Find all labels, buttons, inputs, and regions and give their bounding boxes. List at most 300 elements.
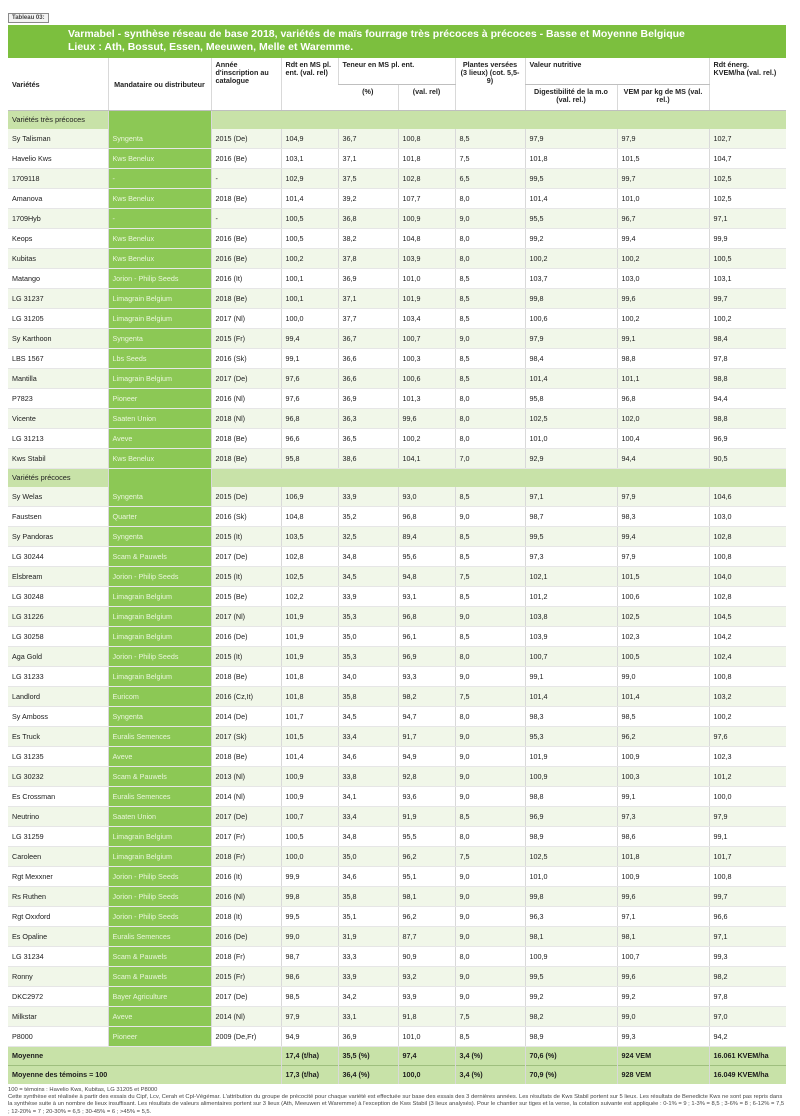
table-row	[8, 646, 786, 666]
table-cell: 7,0	[455, 448, 525, 468]
table-cell: 98,2	[709, 966, 786, 986]
table-cell: 103,8	[525, 606, 617, 626]
table-cell: 100,3	[398, 348, 455, 368]
table-cell: 9,0	[455, 666, 525, 686]
table-cell: 101,0	[398, 1026, 455, 1046]
table-cell: Kubitas	[8, 248, 108, 268]
table-cell: 36,6	[338, 348, 398, 368]
table-cell: 9,0	[455, 966, 525, 986]
table-cell: 36,9	[338, 1026, 398, 1046]
table-cell: LG 31226	[8, 606, 108, 626]
table-cell: 9,0	[455, 986, 525, 1006]
table-cell: 9,0	[455, 726, 525, 746]
header-teneur-rel: (val. rel)	[398, 84, 455, 110]
table-cell: 96,6	[281, 428, 338, 448]
section-dist-cell	[108, 468, 211, 487]
table-row	[8, 526, 786, 546]
table-cell: 8,5	[455, 626, 525, 646]
table-cell: Pioneer	[108, 1026, 211, 1046]
table-cell: 98,8	[709, 408, 786, 428]
table-cell: Scam & Pauwels	[108, 966, 211, 986]
table-cell: Limagrain Belgium	[108, 288, 211, 308]
table-cell: 34,8	[338, 826, 398, 846]
table-cell: Sy Karthoon	[8, 328, 108, 348]
table-cell: 2018 (Be)	[211, 448, 281, 468]
table-cell: 37,7	[338, 308, 398, 328]
table-cell: Limagrain Belgium	[108, 666, 211, 686]
section-dist-cell	[108, 110, 211, 129]
table-cell: 101,2	[525, 586, 617, 606]
table-cell: 2017 (Fr)	[211, 826, 281, 846]
table-cell: 96,8	[398, 506, 455, 526]
table-cell: Scam & Pauwels	[108, 946, 211, 966]
table-row	[8, 886, 786, 906]
table-row	[8, 786, 786, 806]
table-tag: Tableau 03:	[8, 13, 49, 23]
table-cell: 97,1	[617, 906, 709, 926]
table-cell: Limagrain Belgium	[108, 826, 211, 846]
table-cell: 2016 (Sk)	[211, 506, 281, 526]
table-cell: 2016 (De)	[211, 926, 281, 946]
table-cell: 96,8	[398, 606, 455, 626]
table-cell: 98,4	[525, 348, 617, 368]
table-cell: 2016 (Cz,It)	[211, 686, 281, 706]
table-cell: 102,8	[281, 546, 338, 566]
table-cell: 101,9	[281, 606, 338, 626]
table-cell: 93,6	[398, 786, 455, 806]
table-cell: 95,3	[525, 726, 617, 746]
table-cell: 2017 (Nl)	[211, 308, 281, 328]
table-cell: 99,4	[617, 228, 709, 248]
table-cell: 101,1	[617, 368, 709, 388]
table-cell: 100,2	[281, 248, 338, 268]
table-row	[8, 368, 786, 388]
table-cell: Rgt Oxxford	[8, 906, 108, 926]
table-cell: 101,4	[617, 686, 709, 706]
table-cell: 34,5	[338, 706, 398, 726]
table-cell: 100,9	[398, 208, 455, 228]
table-cell: 32,5	[338, 526, 398, 546]
average-cell: 36,4 (%)	[338, 1065, 398, 1084]
table-cell: 34,2	[338, 986, 398, 1006]
table-row	[8, 268, 786, 288]
table-cell: 8,0	[455, 388, 525, 408]
table-cell: 35,3	[338, 606, 398, 626]
table-cell: Limagrain Belgium	[108, 368, 211, 388]
table-cell: Amanova	[8, 188, 108, 208]
table-cell: 2016 (Be)	[211, 148, 281, 168]
table-cell: Sy Welas	[8, 487, 108, 507]
table-cell: 99,0	[281, 926, 338, 946]
table-cell: 103,9	[398, 248, 455, 268]
table-cell: 101,9	[525, 746, 617, 766]
table-row	[8, 348, 786, 368]
table-cell: 99,6	[617, 886, 709, 906]
table-cell: 99,5	[525, 526, 617, 546]
table-row	[8, 566, 786, 586]
table-cell: 35,1	[338, 906, 398, 926]
table-cell: 1709118	[8, 168, 108, 188]
table-cell: 103,0	[709, 506, 786, 526]
table-row	[8, 1006, 786, 1026]
table-cell: Euralis Semences	[108, 926, 211, 946]
table-cell: Limagrain Belgium	[108, 606, 211, 626]
table-cell: 96,6	[709, 906, 786, 926]
table-cell: 2015 (De)	[211, 487, 281, 507]
table-cell: 97,8	[709, 986, 786, 1006]
table-cell: 35,2	[338, 506, 398, 526]
footnotes	[8, 1087, 786, 1116]
table-cell: 8,0	[455, 946, 525, 966]
table-cell: -	[108, 168, 211, 188]
table-cell: 2016 (Be)	[211, 248, 281, 268]
table-cell: 100,4	[617, 428, 709, 448]
table-cell: 2017 (De)	[211, 368, 281, 388]
table-cell: 8,5	[455, 129, 525, 149]
table-cell: 98,3	[525, 706, 617, 726]
table-cell: Kws Stabil	[8, 448, 108, 468]
table-cell: 9,0	[455, 786, 525, 806]
table-cell: 100,7	[525, 646, 617, 666]
average-label: Moyenne des témoins = 100	[8, 1065, 281, 1084]
table-cell: 100,9	[281, 786, 338, 806]
table-cell: -	[211, 168, 281, 188]
table-cell: 9,0	[455, 886, 525, 906]
table-cell: Limagrain Belgium	[108, 626, 211, 646]
table-cell: 103,1	[709, 268, 786, 288]
table-cell: 96,7	[617, 208, 709, 228]
table-cell: 37,5	[338, 168, 398, 188]
table-cell: Kws Benelux	[108, 148, 211, 168]
header-rdt: Rdt en MS pl. ent. (val. rel)	[281, 58, 338, 110]
table-cell: 100,5	[281, 208, 338, 228]
header-variete: Variétés	[8, 58, 108, 110]
table-cell: 103,7	[525, 268, 617, 288]
table-cell: Sy Amboss	[8, 706, 108, 726]
table-cell: 99,1	[709, 826, 786, 846]
table-cell: 94,4	[709, 388, 786, 408]
header-rdt-energ: Rdt énerg. KVEM/ha (val. rel.)	[709, 58, 786, 110]
table-cell: 100,2	[617, 308, 709, 328]
table-cell: 8,5	[455, 526, 525, 546]
table-cell: 33,9	[338, 487, 398, 507]
table-cell: 101,8	[398, 148, 455, 168]
table-cell: 96,9	[709, 428, 786, 448]
table-cell: 100,7	[281, 806, 338, 826]
table-cell: 98,6	[281, 966, 338, 986]
title-line-1: Varmabel - synthèse réseau de base 2018, variétés de maïs fourrage très précoces à précoces - Basse et Moyenne Belgique	[68, 28, 780, 41]
table-cell: 102,8	[709, 526, 786, 546]
table-cell: 100,5	[709, 248, 786, 268]
table-cell: 99,0	[617, 666, 709, 686]
table-cell: 97,3	[525, 546, 617, 566]
table-cell: 8,5	[455, 308, 525, 328]
average-label: Moyenne	[8, 1046, 281, 1065]
table-cell: 2015 (De)	[211, 129, 281, 149]
table-cell: Vicente	[8, 408, 108, 428]
average-cell: 3,4 (%)	[455, 1046, 525, 1065]
table-cell: 104,2	[709, 626, 786, 646]
table-cell: 101,9	[398, 288, 455, 308]
table-cell: Jorion - Philip Seeds	[108, 646, 211, 666]
table-cell: 100,2	[709, 706, 786, 726]
table-cell: 95,8	[281, 448, 338, 468]
table-row	[8, 546, 786, 566]
table-cell: 34,8	[338, 546, 398, 566]
table-cell: 8,5	[455, 268, 525, 288]
table-cell: 8,0	[455, 428, 525, 448]
table-cell: 2016 (De)	[211, 626, 281, 646]
table-cell: Aveve	[108, 1006, 211, 1026]
table-cell: 8,0	[455, 646, 525, 666]
table-cell: 102,3	[709, 746, 786, 766]
table-cell: 97,6	[709, 726, 786, 746]
table-row	[8, 428, 786, 448]
table-cell: 99,8	[525, 886, 617, 906]
table-cell: 99,6	[617, 966, 709, 986]
table-cell: 98,1	[525, 926, 617, 946]
table-cell: 102,3	[617, 626, 709, 646]
table-cell: 100,8	[709, 666, 786, 686]
table-cell: 36,9	[338, 388, 398, 408]
table-cell: 100,9	[525, 946, 617, 966]
table-cell: 101,5	[617, 148, 709, 168]
table-cell: 97,1	[709, 208, 786, 228]
table-cell: 8,5	[455, 806, 525, 826]
table-cell: 102,4	[709, 646, 786, 666]
table-cell: 33,1	[338, 1006, 398, 1026]
table-cell: 2017 (De)	[211, 986, 281, 1006]
table-cell: Saaten Union	[108, 408, 211, 428]
table-cell: 2018 (Nl)	[211, 408, 281, 428]
table-cell: 7,5	[455, 1006, 525, 1026]
table-cell: 101,4	[525, 368, 617, 388]
table-row	[8, 288, 786, 308]
table-cell: 102,5	[525, 846, 617, 866]
table-cell: 104,7	[709, 148, 786, 168]
table-cell: 97,6	[281, 368, 338, 388]
table-cell: 2017 (De)	[211, 546, 281, 566]
table-row	[8, 986, 786, 1006]
table-cell: 102,5	[281, 566, 338, 586]
table-cell: 102,7	[709, 129, 786, 149]
table-cell: 99,9	[281, 866, 338, 886]
table-cell: 98,7	[525, 506, 617, 526]
table-cell: 101,4	[525, 188, 617, 208]
table-cell: 7,5	[455, 566, 525, 586]
table-cell: 2018 (Fr)	[211, 846, 281, 866]
table-cell: 7,5	[455, 148, 525, 168]
table-row	[8, 626, 786, 646]
average-row	[8, 1046, 786, 1065]
table-cell: 99,0	[617, 1006, 709, 1026]
table-cell: 101,2	[709, 766, 786, 786]
table-cell: 35,8	[338, 686, 398, 706]
table-cell: 101,0	[525, 866, 617, 886]
table-cell: 2015 (Fr)	[211, 328, 281, 348]
table-cell: 101,8	[525, 148, 617, 168]
table-cell: 97,9	[525, 129, 617, 149]
table-cell: Kws Benelux	[108, 248, 211, 268]
table-cell: 96,2	[617, 726, 709, 746]
table-cell: 38,6	[338, 448, 398, 468]
table-row	[8, 388, 786, 408]
header-vem: VEM par kg de MS (val. rel.)	[617, 84, 709, 110]
table-cell: 2009 (De,Fr)	[211, 1026, 281, 1046]
table-cell: 103,9	[525, 626, 617, 646]
section-row	[8, 468, 786, 487]
table-cell: -	[108, 208, 211, 228]
table-cell: Elsbream	[8, 566, 108, 586]
table-cell: 103,5	[281, 526, 338, 546]
table-row	[8, 448, 786, 468]
header-teneur: Teneur en MS pl. ent.	[338, 58, 455, 84]
table-cell: 2018 (Be)	[211, 188, 281, 208]
table-cell: 102,5	[617, 606, 709, 626]
table-row	[8, 188, 786, 208]
table-cell: Scam & Pauwels	[108, 766, 211, 786]
table-cell: 36,7	[338, 328, 398, 348]
table-cell: 2018 (It)	[211, 906, 281, 926]
table-cell: 9,0	[455, 606, 525, 626]
header-digest: Digestibilité de la m.o (val. rel.)	[525, 84, 617, 110]
table-cell: 96,9	[525, 806, 617, 826]
table-cell: 101,8	[617, 846, 709, 866]
table-cell: Sy Pandoras	[8, 526, 108, 546]
table-cell: 37,8	[338, 248, 398, 268]
table-cell: 93,0	[398, 487, 455, 507]
table-cell: 104,5	[709, 606, 786, 626]
table-cell: Kws Benelux	[108, 188, 211, 208]
table-cell: 2016 (Sk)	[211, 348, 281, 368]
table-cell: 103,2	[709, 686, 786, 706]
table-cell: 98,1	[398, 886, 455, 906]
table-cell: 95,5	[398, 826, 455, 846]
table-cell: Limagrain Belgium	[108, 846, 211, 866]
table-row	[8, 946, 786, 966]
table-cell: 103,0	[617, 268, 709, 288]
table-cell: 2015 (It)	[211, 526, 281, 546]
table-cell: 104,8	[281, 506, 338, 526]
table-cell: 101,8	[281, 686, 338, 706]
table-cell: 91,7	[398, 726, 455, 746]
table-cell: 2016 (Nl)	[211, 886, 281, 906]
table-cell: 2016 (It)	[211, 268, 281, 288]
table-title	[8, 25, 786, 58]
table-cell: Matango	[8, 268, 108, 288]
table-cell: 90,5	[709, 448, 786, 468]
average-cell: 928 VEM	[617, 1065, 709, 1084]
table-cell: Syngenta	[108, 129, 211, 149]
table-cell: 100,2	[709, 308, 786, 328]
table-cell: Pioneer	[108, 388, 211, 408]
table-cell: 89,4	[398, 526, 455, 546]
table-cell: Kws Benelux	[108, 448, 211, 468]
table-cell: 94,9	[281, 1026, 338, 1046]
table-cell: Rs Ruthen	[8, 886, 108, 906]
table-cell: 99,8	[281, 886, 338, 906]
table-row	[8, 826, 786, 846]
table-cell: 8,5	[455, 546, 525, 566]
table-cell: 101,0	[525, 428, 617, 448]
table-cell: 93,1	[398, 586, 455, 606]
table-cell: 95,6	[398, 546, 455, 566]
table-cell: 100,7	[617, 946, 709, 966]
table-cell: 102,8	[709, 586, 786, 606]
table-cell: 98,2	[525, 1006, 617, 1026]
table-row	[8, 846, 786, 866]
table-cell: 8,0	[455, 188, 525, 208]
table-cell: 101,7	[281, 706, 338, 726]
average-cell: 35,5 (%)	[338, 1046, 398, 1065]
table-cell: 102,8	[398, 168, 455, 188]
table-cell: Aveve	[108, 746, 211, 766]
table-cell: 91,8	[398, 1006, 455, 1026]
table-cell: 34,6	[338, 866, 398, 886]
page	[8, 6, 786, 1116]
table-cell: 2014 (Nl)	[211, 1006, 281, 1026]
table-cell: 98,8	[525, 786, 617, 806]
table-cell: 99,1	[617, 786, 709, 806]
section-row	[8, 110, 786, 129]
table-cell: P7823	[8, 388, 108, 408]
table-cell: 99,2	[525, 986, 617, 1006]
table-cell: 101,4	[281, 188, 338, 208]
table-cell: 2015 (It)	[211, 566, 281, 586]
table-cell: 101,8	[281, 666, 338, 686]
table-row	[8, 706, 786, 726]
table-cell: 102,5	[709, 168, 786, 188]
table-cell: 96,8	[281, 408, 338, 428]
table-cell: LG 31235	[8, 746, 108, 766]
table-cell: 2015 (Fr)	[211, 966, 281, 986]
table-cell: 103,4	[398, 308, 455, 328]
table-cell: 99,8	[525, 288, 617, 308]
table-cell: 33,8	[338, 766, 398, 786]
average-row	[8, 1065, 786, 1084]
header-teneur-pct: (%)	[338, 84, 398, 110]
table-row	[8, 328, 786, 348]
table-cell: 92,8	[398, 766, 455, 786]
average-cell: 100,0	[398, 1065, 455, 1084]
table-cell: 94,8	[398, 566, 455, 586]
table-cell: 97,9	[709, 806, 786, 826]
table-cell: 96,2	[398, 846, 455, 866]
table-cell: 99,3	[709, 946, 786, 966]
table-cell: 90,9	[398, 946, 455, 966]
table-cell: 1709Hyb	[8, 208, 108, 228]
table-cell: Syngenta	[108, 487, 211, 507]
table-cell: 34,1	[338, 786, 398, 806]
section-fill	[211, 110, 786, 129]
table-cell: 9,0	[455, 766, 525, 786]
table-cell: 100,9	[617, 746, 709, 766]
table-cell: LG 31234	[8, 946, 108, 966]
table-cell: 94,4	[617, 448, 709, 468]
table-cell: 101,4	[525, 686, 617, 706]
table-cell: 38,2	[338, 228, 398, 248]
table-cell: 100,2	[398, 428, 455, 448]
table-cell: 8,0	[455, 248, 525, 268]
table-cell: 8,5	[455, 288, 525, 308]
table-cell: 98,8	[617, 348, 709, 368]
table-row	[8, 586, 786, 606]
table-cell: 93,3	[398, 666, 455, 686]
table-cell: 101,9	[281, 626, 338, 646]
table-row	[8, 208, 786, 228]
table-cell: 97,9	[281, 1006, 338, 1026]
table-cell: 100,9	[281, 766, 338, 786]
